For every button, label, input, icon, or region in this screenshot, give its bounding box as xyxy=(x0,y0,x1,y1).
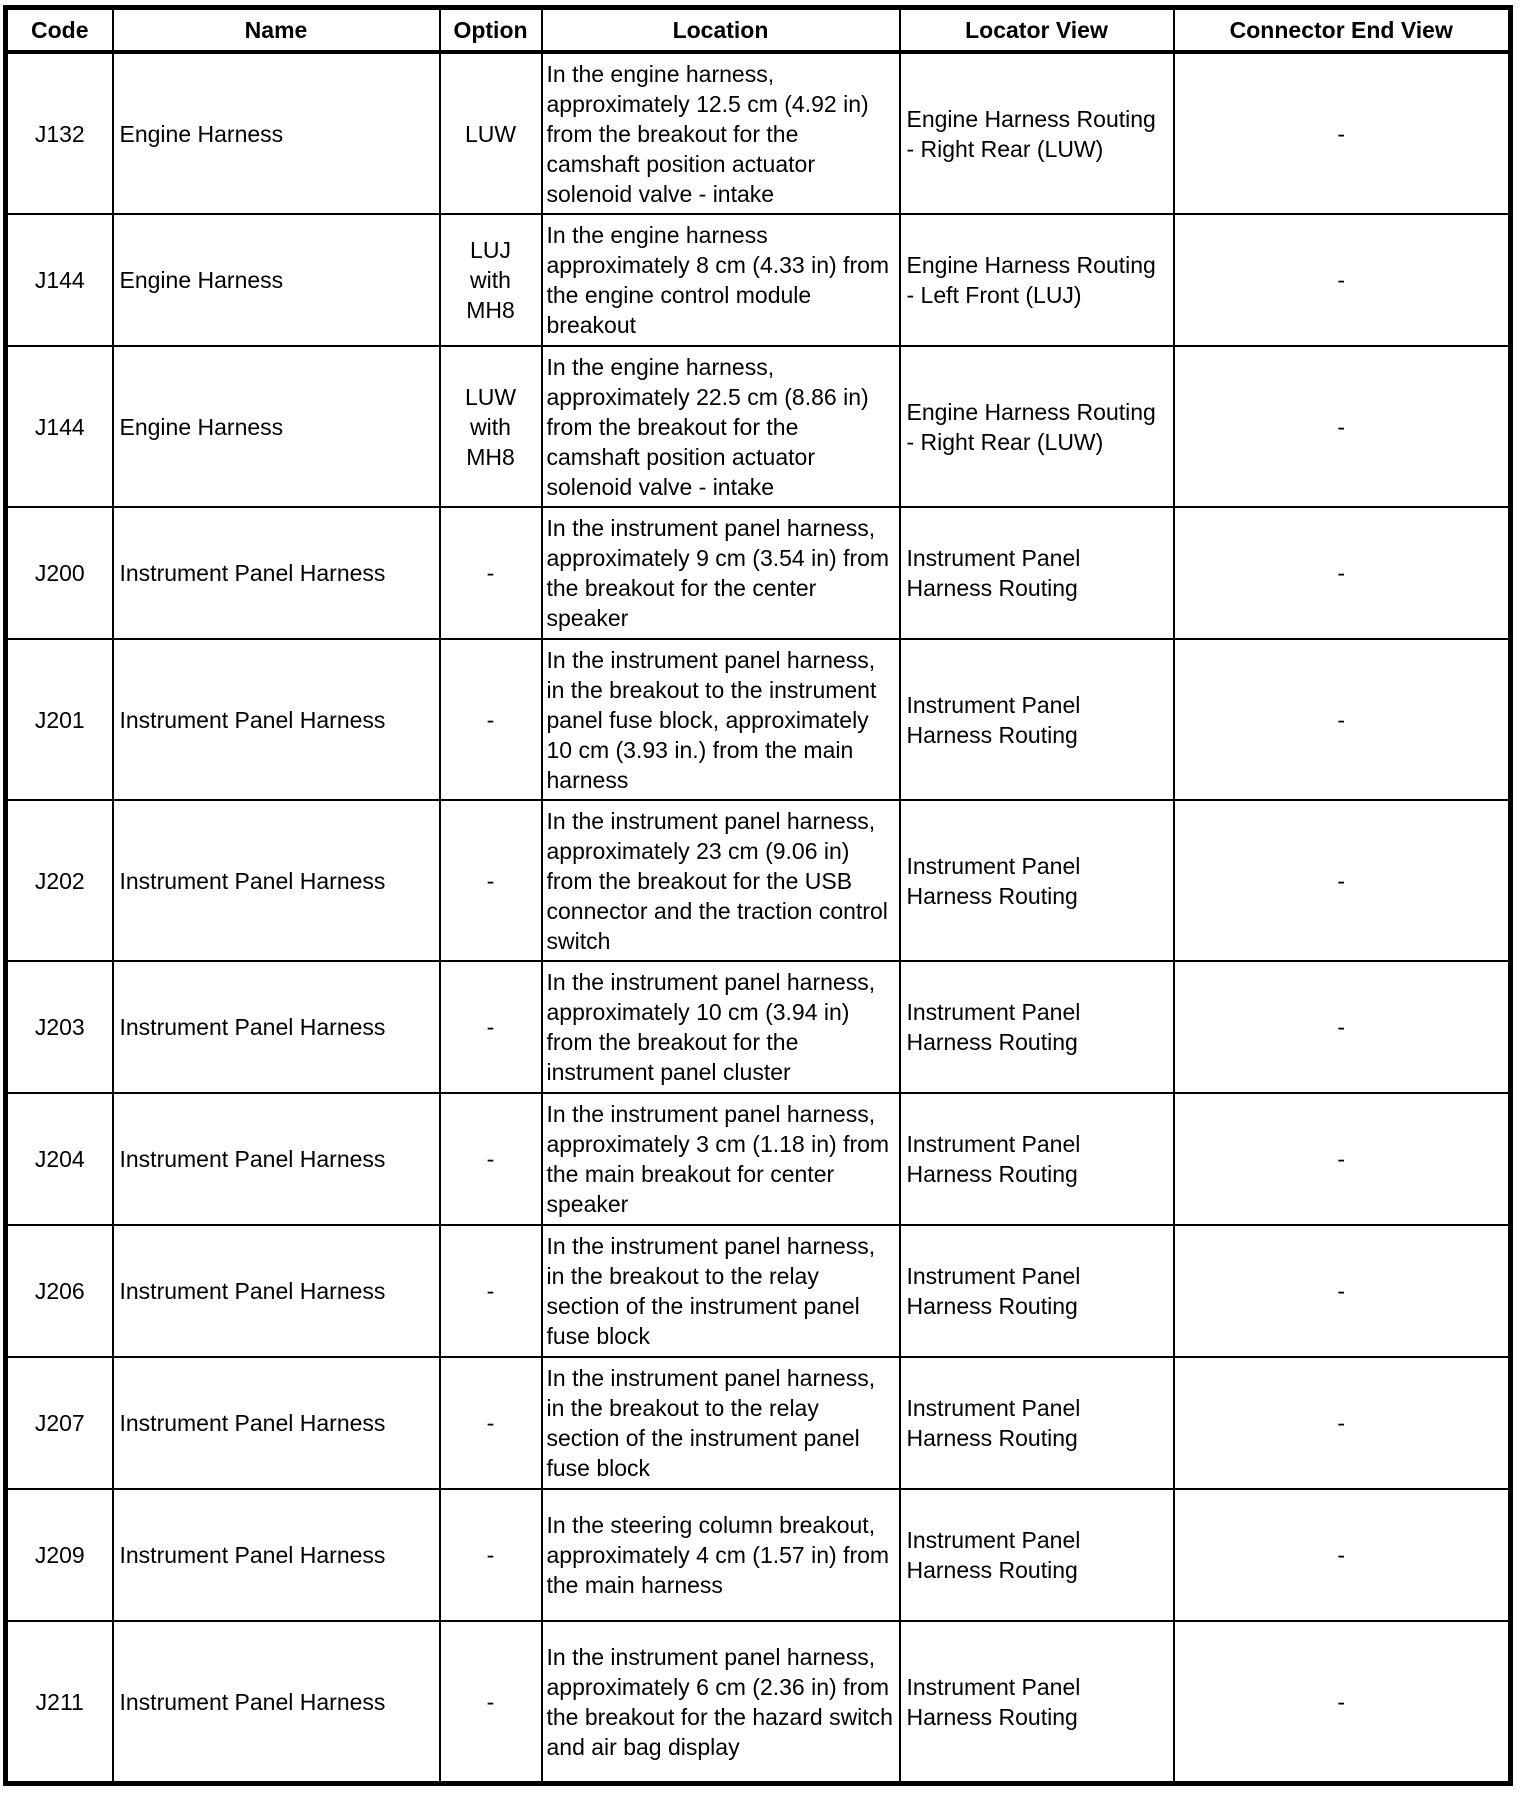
option-line: - xyxy=(486,1014,495,1040)
cell-locator-view: Engine Harness Routing - Left Front (LUJ) xyxy=(900,214,1174,346)
cell-option xyxy=(440,52,542,214)
cell-name: Instrument Panel Harness xyxy=(113,639,440,800)
cell-locator-view: Engine Harness Routing - Right Rear (LUW) xyxy=(900,346,1174,507)
cell-code: J203 xyxy=(6,961,113,1093)
option-line: - xyxy=(486,1278,495,1304)
cell-option xyxy=(440,1093,542,1225)
cell-connector-end-view: - xyxy=(1174,507,1511,639)
cell-name: Instrument Panel Harness xyxy=(113,800,440,961)
cell-locator-view: Instrument Panel Harness Routing xyxy=(900,1489,1174,1621)
cell-connector-end-view: - xyxy=(1174,1489,1511,1621)
cell-code: J200 xyxy=(6,507,113,639)
cell-option xyxy=(440,639,542,800)
cell-option xyxy=(440,800,542,961)
option-line: LUW xyxy=(464,383,517,410)
option-line: - xyxy=(486,1410,495,1436)
cell-option xyxy=(440,214,542,346)
option-line: LUW xyxy=(464,120,517,147)
cell-name: Instrument Panel Harness xyxy=(113,961,440,1093)
cell-code: J206 xyxy=(6,1225,113,1357)
column-header-name: Name xyxy=(113,8,440,53)
cell-code: J201 xyxy=(6,639,113,800)
cell-code: J209 xyxy=(6,1489,113,1621)
cell-connector-end-view: - xyxy=(1174,1621,1511,1784)
cell-name: Instrument Panel Harness xyxy=(113,1621,440,1784)
table-row xyxy=(6,800,1511,961)
cell-code: J144 xyxy=(6,346,113,507)
cell-option xyxy=(440,1489,542,1621)
cell-location: In the instrument panel harness, in the breakout to the instrument panel fuse block, approximately 10 cm (3.93 in.) from the main harness xyxy=(542,639,900,800)
cell-location: In the instrument panel harness, in the breakout to the relay section of the instrument panel fuse block xyxy=(542,1357,900,1489)
cell-name: Instrument Panel Harness xyxy=(113,1357,440,1489)
cell-name: Engine Harness xyxy=(113,214,440,346)
cell-location: In the engine harness, approximately 12.5 cm (4.92 in) from the breakout for the camshaft position actuator solenoid valve - intake xyxy=(542,52,900,214)
table-row xyxy=(6,1621,1511,1784)
cell-code: J144 xyxy=(6,214,113,346)
option-line: - xyxy=(486,560,495,586)
cell-code: J207 xyxy=(6,1357,113,1489)
cell-location: In the instrument panel harness, approximately 6 cm (2.36 in) from the breakout for the hazard switch and air bag display xyxy=(542,1621,900,1784)
cell-locator-view: Instrument Panel Harness Routing xyxy=(900,1357,1174,1489)
splice-pack-table xyxy=(3,5,1513,1786)
cell-location: In the instrument panel harness, approximately 10 cm (3.94 in) from the breakout for the instrument panel cluster xyxy=(542,961,900,1093)
cell-locator-view: Instrument Panel Harness Routing xyxy=(900,1225,1174,1357)
cell-locator-view: Instrument Panel Harness Routing xyxy=(900,961,1174,1093)
option-line: - xyxy=(486,1146,495,1172)
option-line: - xyxy=(486,706,495,733)
cell-name: Instrument Panel Harness xyxy=(113,1093,440,1225)
option-line: - xyxy=(486,1688,495,1715)
column-header-code: Code xyxy=(6,8,113,53)
column-header-connector-end-view: Connector End View xyxy=(1174,8,1511,53)
cell-locator-view: Instrument Panel Harness Routing xyxy=(900,1093,1174,1225)
cell-location: In the instrument panel harness, approximately 9 cm (3.54 in) from the breakout for the center speaker xyxy=(542,507,900,639)
table-row xyxy=(6,346,1511,507)
cell-location: In the instrument panel harness, in the breakout to the relay section of the instrument panel fuse block xyxy=(542,1225,900,1357)
cell-location: In the engine harness, approximately 22.5 cm (8.86 in) from the breakout for the camshaft position actuator solenoid valve - intake xyxy=(542,346,900,507)
cell-connector-end-view: - xyxy=(1174,961,1511,1093)
cell-code: J204 xyxy=(6,1093,113,1225)
cell-locator-view: Instrument Panel Harness Routing xyxy=(900,507,1174,639)
cell-code: J202 xyxy=(6,800,113,961)
cell-option xyxy=(440,1357,542,1489)
cell-name: Instrument Panel Harness xyxy=(113,507,440,639)
table-row xyxy=(6,1225,1511,1357)
cell-locator-view: Instrument Panel Harness Routing xyxy=(900,639,1174,800)
cell-option xyxy=(440,507,542,639)
option-line: - xyxy=(486,1542,495,1568)
table-row xyxy=(6,1093,1511,1225)
cell-connector-end-view: - xyxy=(1174,1093,1511,1225)
table-row xyxy=(6,639,1511,800)
cell-option xyxy=(440,346,542,507)
cell-connector-end-view: - xyxy=(1174,346,1511,507)
column-header-option: Option xyxy=(440,8,542,53)
cell-name: Engine Harness xyxy=(113,346,440,507)
cell-name: Engine Harness xyxy=(113,52,440,214)
table-row xyxy=(6,52,1511,214)
table-row xyxy=(6,507,1511,639)
cell-connector-end-view: - xyxy=(1174,214,1511,346)
cell-locator-view: Instrument Panel Harness Routing xyxy=(900,1621,1174,1784)
cell-location: In the engine harness approximately 8 cm (4.33 in) from the engine control module breakout xyxy=(542,214,900,346)
table-row xyxy=(6,214,1511,346)
cell-location: In the instrument panel harness, approximately 23 cm (9.06 in) from the breakout for the USB connector and the traction control switch xyxy=(542,800,900,961)
cell-name: Instrument Panel Harness xyxy=(113,1489,440,1621)
option-line: - xyxy=(486,867,495,894)
cell-connector-end-view: - xyxy=(1174,639,1511,800)
table-row xyxy=(6,1357,1511,1489)
cell-connector-end-view: - xyxy=(1174,1225,1511,1357)
option-line: MH8 xyxy=(466,297,515,323)
cell-connector-end-view: - xyxy=(1174,800,1511,961)
cell-connector-end-view: - xyxy=(1174,1357,1511,1489)
option-line: LUJ xyxy=(470,237,511,263)
option-line: with xyxy=(470,413,511,440)
cell-option xyxy=(440,1225,542,1357)
option-line: MH8 xyxy=(466,443,515,470)
cell-location: In the steering column breakout, approximately 4 cm (1.57 in) from the main harness xyxy=(542,1489,900,1621)
cell-option xyxy=(440,961,542,1093)
cell-connector-end-view: - xyxy=(1174,52,1511,214)
cell-option xyxy=(440,1621,542,1784)
cell-locator-view: Instrument Panel Harness Routing xyxy=(900,800,1174,961)
column-header-location: Location xyxy=(542,8,900,53)
column-header-locator-view: Locator View xyxy=(900,8,1174,53)
table-row xyxy=(6,961,1511,1093)
table-row xyxy=(6,1489,1511,1621)
cell-location: In the instrument panel harness, approximately 3 cm (1.18 in) from the main breakout for center speaker xyxy=(542,1093,900,1225)
option-line: with xyxy=(470,267,511,293)
cell-locator-view: Engine Harness Routing - Right Rear (LUW) xyxy=(900,52,1174,214)
cell-code: J132 xyxy=(6,52,113,214)
table-header-row xyxy=(6,8,1511,53)
cell-name: Instrument Panel Harness xyxy=(113,1225,440,1357)
cell-code: J211 xyxy=(6,1621,113,1784)
